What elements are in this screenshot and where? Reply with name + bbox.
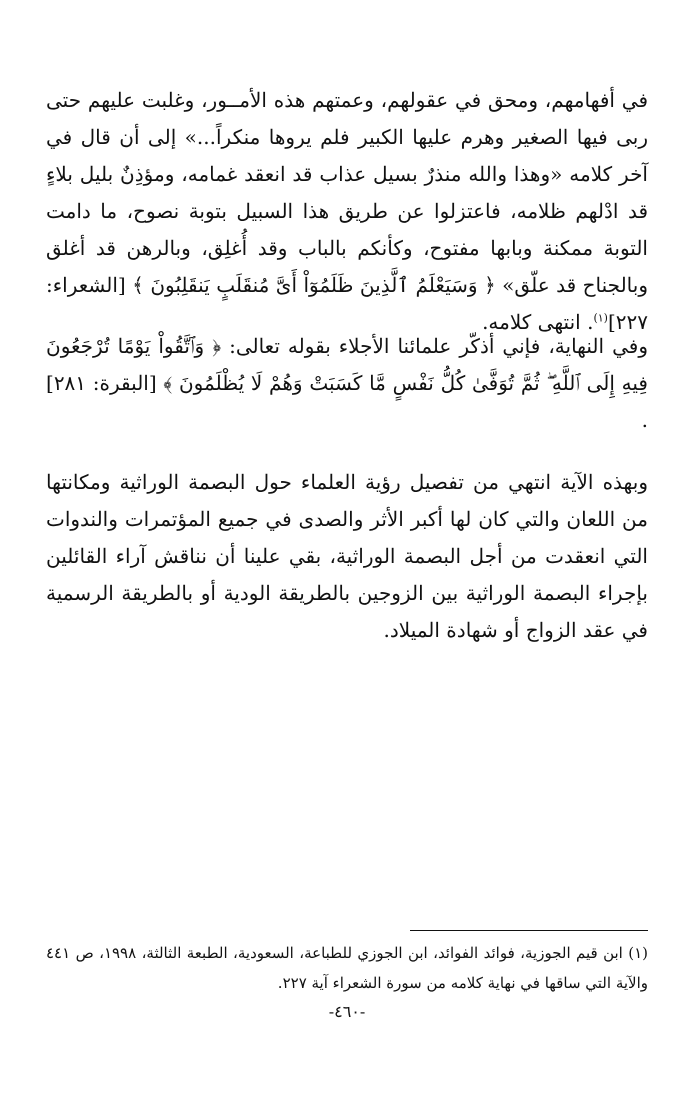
footnote-divider [410, 930, 648, 931]
paragraph-conclusion-verse: وفي النهاية، فإني أذكّر علمائنا الأجلاء بقوله تعالى: ﴿ وَٱتَّقُواْ يَوْمًا تُرْجَعُونَ فِيهِ إِلَى ٱللَّهِ ۖ ثُمَّ تُوَفَّىٰ كُلُّ نَفْسٍ مَّا كَسَبَتْ وَهُمْ لَا يُظْلَمُونَ ﴾ [البقرة: ٢٨١] . [46, 334, 648, 432]
page-number: -٤٦٠- [328, 1002, 366, 1021]
footnote-text: (١) ابن قيم الجوزية، فوائد الفوائد، ابن الجوزي للطباعة، السعودية، الطبعة الثالثة، ١٩٩٨، ص ٤٤١ والآية التي ساقها في نهاية كلامه من سورة الشعراء آية ٢٢٧. [46, 944, 649, 992]
paragraph-quote-continuation [46, 82, 648, 341]
paragraph-1-text: في أفهامهم، ومحق في عقولهم، وعمتهم هذه الأمــور، وغلبت عليهم حتى ربى فيها الصغير وهرم عليها الكبير فلم يروها منكراً...» إلى أن قال في آخر كلامه «وهذا والله منذرٌ بسيل عذاب قد انعقد غمامه، ومؤذِنٌ بليل بلاءٍ قد ادْلهم ظلامه، فاعتزلوا عن طريق هذا السبيل بتوبة نصوح، ما دامت التوبة ممكنة وبابها مفتوح، وكأنكم بالباب وقد أُغلِق، وبالرهن قد أغلق وبالجناح قد علّق» ﴿ وَسَيَعْلَمُ ٱلَّذِينَ ظَلَمُوٓاْ أَىَّ مُنقَلَبٍ يَنقَلِبُونَ ﴾ [الشعراء: ٢٢٧] [46, 88, 649, 334]
paragraph-1-ending: . انتهى كلامه. [482, 310, 594, 334]
paragraph-transition: وبهذه الآية انتهي من تفصيل رؤية العلماء حول البصمة الوراثية ومكانتها من اللعان والتي كان لها أكبر الأثر والصدى في جميع المؤتمرات والندوات التي انعقدت من أجل البصمة الوراثية، بقي علينا أن نناقش آراء القائلين بإجراء البصمة الوراثية بين الزوجين بالطريقة الودية أو بالطريقة الرسمية في عقد الزواج أو شهادة الميلاد. [46, 470, 648, 642]
footnote-reference: (١) [593, 311, 608, 325]
